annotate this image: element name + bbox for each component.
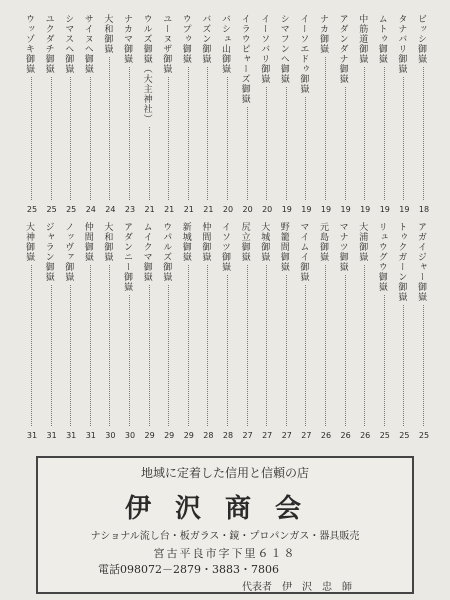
toc-entry: [63, 222, 79, 440]
toc-entry: [357, 222, 373, 440]
toc-entry-page: 19: [301, 205, 312, 214]
toc-entry-title: ジャラン御嶽: [43, 222, 54, 282]
toc-entry-page: 23: [124, 205, 136, 214]
toc-entry: [279, 14, 295, 214]
toc-entry: [44, 14, 60, 214]
toc-entry-title: タナバリ御嶽: [396, 14, 407, 74]
toc-entry-title: イーソエドゥ御嶽: [298, 14, 309, 94]
toc-entry-page: 25: [379, 431, 390, 440]
toc-entry-page: 20: [242, 205, 253, 214]
toc-entry-page: 25: [399, 431, 410, 440]
toc-entry-page: 31: [26, 431, 38, 440]
toc-entry-title: イソツ御嶽: [220, 222, 230, 272]
toc-entry-page: 20: [262, 205, 273, 214]
toc-entry: [122, 14, 138, 214]
toc-entry-page: 25: [26, 205, 38, 214]
toc-entry-title: ユクダチ御嶽: [43, 14, 54, 74]
toc-entry-title: 中筋道御嶽: [357, 14, 368, 64]
toc-entry-title: 大和御嶽: [102, 222, 113, 262]
toc-leader-dots: [109, 57, 110, 200]
toc-leader-dots: [109, 265, 110, 426]
toc-leader-dots: [305, 97, 306, 200]
toc-leader-dots: [345, 87, 346, 200]
toc-entry: [24, 14, 40, 214]
toc-entry-title: 大神御嶽: [24, 222, 34, 262]
toc-entry-title: アダンダナ御嶽: [337, 14, 348, 84]
ad-representative: 代表者 伊 沢 忠 師: [242, 582, 352, 593]
toc-leader-dots: [70, 77, 71, 200]
toc-entry-page: 26: [320, 431, 332, 440]
toc-entry-page: 19: [360, 205, 371, 214]
toc-entry-page: 28: [203, 431, 214, 440]
toc-upper-block: [18, 14, 432, 214]
toc-entry-page: 27: [262, 431, 273, 440]
toc-entry-title: 大浦御嶽: [357, 222, 368, 262]
toc-entry: [181, 222, 197, 440]
ad-tagline: 地域に定着した信用と信頼の店: [140, 466, 309, 480]
toc-entry-title: 新城御嶽: [180, 222, 191, 262]
toc-entry: [318, 222, 334, 440]
toc-leader-dots: [51, 77, 52, 200]
toc-leader-dots: [227, 275, 228, 426]
toc-entry-title: サイヌヘ御嶽: [82, 14, 93, 74]
toc-entry: [200, 222, 216, 440]
toc-entry: [357, 14, 373, 214]
ad-address: 宮古平良市字下里６１８: [153, 547, 297, 560]
toc-leader-dots: [325, 265, 326, 426]
toc-leader-dots: [305, 285, 306, 426]
toc-leader-dots: [364, 67, 365, 200]
toc-entry-title: アダンニー御嶽: [122, 222, 132, 292]
toc-entry: [240, 14, 256, 214]
toc-entry: [142, 222, 158, 440]
toc-leader-dots: [384, 295, 385, 426]
advertisement-box: [36, 456, 414, 594]
toc-entry-title: 尻立御嶽: [239, 222, 250, 262]
toc-entry-page: 30: [105, 431, 116, 440]
toc-entry-title: バズン御嶽: [200, 14, 211, 64]
toc-entry-page: 25: [46, 205, 57, 214]
toc-entry: [416, 14, 432, 214]
toc-entry-title: イーソバリ御嶽: [259, 14, 270, 84]
toc-leader-dots: [129, 295, 130, 426]
toc-entry-page: 27: [281, 431, 292, 440]
toc-entry-page: 19: [320, 205, 332, 214]
toc-leader-dots: [70, 285, 71, 426]
toc-entry: [83, 14, 99, 214]
toc-entry-page: 29: [183, 431, 194, 440]
toc-entry-page: 26: [340, 431, 351, 440]
toc-entry: [220, 222, 236, 440]
toc-entry-title: 仲間御嶽: [200, 222, 211, 262]
toc-leader-dots: [286, 87, 287, 200]
toc-leader-dots: [51, 285, 52, 426]
toc-leader-dots: [384, 67, 385, 200]
toc-entry-page: 21: [203, 205, 214, 214]
toc-entry-page: 26: [360, 431, 371, 440]
toc-entry-page: 29: [144, 431, 155, 440]
toc-entry: [44, 222, 60, 440]
toc-entry: [298, 14, 314, 214]
toc-leader-dots: [266, 265, 267, 426]
toc-entry-title: 大城御嶽: [259, 222, 270, 262]
toc-leader-dots: [247, 265, 248, 426]
toc-entry: [377, 222, 393, 440]
ad-company-name: 伊沢商会: [124, 494, 325, 524]
toc-entry-title: イラウピャーズ御嶽: [239, 14, 250, 104]
toc-entry-title: バシュ山御嶽: [220, 14, 230, 74]
toc-leader-dots: [227, 77, 228, 200]
toc-entry: [24, 222, 40, 440]
toc-entry-page: 20: [222, 205, 234, 214]
toc-entry: [377, 14, 393, 214]
toc-entry-page: 19: [281, 205, 292, 214]
toc-entry-title: 仲間御嶽: [82, 222, 93, 262]
toc-entry-page: 27: [301, 431, 312, 440]
toc-entry: [200, 14, 216, 214]
toc-entry-title: 大和御嶽: [102, 14, 113, 54]
toc-entry-title: ウッゾキ御嶽: [24, 14, 34, 74]
toc-leader-dots: [345, 275, 346, 426]
toc-leader-dots: [129, 67, 130, 200]
toc-entry-title: シマスヘ御嶽: [63, 14, 74, 74]
toc-entry-page: 24: [105, 205, 116, 214]
toc-entry-title: 野籠間御嶽: [278, 222, 289, 272]
toc-leader-dots: [286, 275, 287, 426]
toc-entry-page: 19: [399, 205, 410, 214]
toc-entry-page: 25: [418, 431, 430, 440]
toc-leader-dots: [149, 285, 150, 426]
toc-entry-page: 25: [66, 205, 77, 214]
toc-entry: [259, 222, 275, 440]
toc-entry: [338, 14, 354, 214]
toc-entry-title: ナカマ御嶽: [122, 14, 132, 64]
toc-entry-page: 31: [46, 431, 57, 440]
toc-entry-page: 29: [164, 431, 175, 440]
toc-leader-dots: [266, 87, 267, 200]
toc-leader-dots: [403, 305, 404, 426]
toc-entry: [416, 222, 432, 440]
toc-leader-dots: [31, 77, 32, 200]
toc-leader-dots: [207, 265, 208, 426]
toc-entry-page: 21: [144, 205, 155, 214]
toc-entry: [220, 14, 236, 214]
toc-lower-block: [18, 222, 432, 440]
toc-entry-title: シマフンヘ御嶽: [278, 14, 289, 84]
toc-leader-dots: [188, 265, 189, 426]
toc-entry-page: 19: [379, 205, 390, 214]
toc-entry: [240, 222, 256, 440]
toc-entry-page: 19: [340, 205, 351, 214]
toc-entry-page: 18: [418, 205, 430, 214]
toc-leader-dots: [207, 67, 208, 200]
ad-phone: 電話098072－2879・3883・7806: [98, 563, 279, 576]
toc-entry: [259, 14, 275, 214]
toc-entry-page: 31: [66, 431, 77, 440]
toc-entry-title: 元島御嶽: [318, 222, 328, 262]
toc-leader-dots: [168, 77, 169, 200]
toc-entry-title: ノッヴァ御嶽: [63, 222, 74, 282]
toc-entry-page: 21: [183, 205, 194, 214]
toc-entry-title: ウプゥ御嶽: [180, 14, 191, 64]
toc-entry: [318, 14, 334, 214]
toc-entry-page: 31: [85, 431, 96, 440]
toc-entry-page: 30: [124, 431, 136, 440]
toc-entry: [338, 222, 354, 440]
toc-leader-dots: [188, 67, 189, 200]
toc-entry-title: ムトゥ御嶽: [376, 14, 387, 64]
toc-entry: [161, 222, 177, 440]
toc-leader-dots: [90, 265, 91, 426]
toc-entry: [396, 14, 412, 214]
toc-entry-page: 28: [222, 431, 234, 440]
toc-entry: [63, 14, 79, 214]
toc-entry-title: トゥクガーン御嶽: [396, 222, 407, 302]
toc-entry-title: ムイクマ御嶽: [141, 222, 152, 282]
toc-entry-title: アガイジャー御嶽: [416, 222, 426, 302]
toc-entry: [102, 14, 118, 214]
ad-products: ナショナル流し台・板ガラス・鏡・プロパンガス・器具販売: [90, 531, 360, 542]
toc-entry: [102, 222, 118, 440]
toc-entry: [396, 222, 412, 440]
toc-entry: [298, 222, 314, 440]
toc-entry: [122, 222, 138, 440]
toc-leader-dots: [423, 305, 424, 426]
toc-entry-page: 24: [85, 205, 96, 214]
toc-entry-title: ビッシ御嶽: [416, 14, 426, 64]
toc-entry-title: リュウグウ御嶽: [376, 222, 387, 292]
toc-leader-dots: [90, 77, 91, 200]
toc-entry-title: ユーヌザ御嶽: [161, 14, 172, 74]
toc-entry-title: ウルズ御嶽（大主神社）: [141, 14, 152, 124]
toc-entry-page: 27: [242, 431, 253, 440]
toc-entry-title: ウパルズ御嶽: [161, 222, 172, 282]
toc-entry-title: ナカ御嶽: [318, 14, 328, 54]
toc-leader-dots: [325, 57, 326, 200]
toc-leader-dots: [247, 107, 248, 200]
toc-leader-dots: [149, 127, 150, 200]
toc-entry: [181, 14, 197, 214]
toc-entry-title: マイムイ御嶽: [298, 222, 309, 282]
toc-leader-dots: [168, 285, 169, 426]
toc-leader-dots: [403, 77, 404, 200]
toc-entry: [161, 14, 177, 214]
toc-entry-page: 21: [164, 205, 175, 214]
toc-leader-dots: [423, 67, 424, 200]
toc-leader-dots: [364, 265, 365, 426]
toc-entry: [83, 222, 99, 440]
toc-entry-title: マナツ御嶽: [337, 222, 348, 272]
toc-entry: [279, 222, 295, 440]
toc-entry: [142, 14, 158, 214]
toc-leader-dots: [31, 265, 32, 426]
